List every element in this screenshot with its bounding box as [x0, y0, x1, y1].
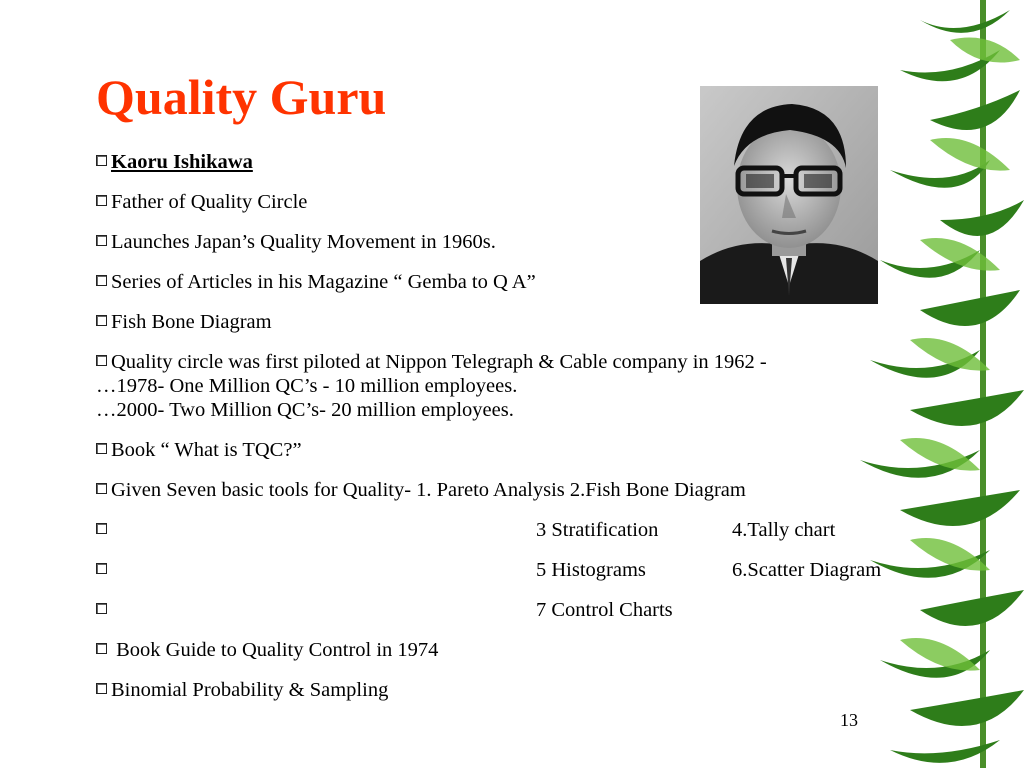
tool-item: 4.Tally chart: [732, 519, 836, 541]
bullet-text: Father of Quality Circle: [111, 191, 308, 213]
guru-name: Kaoru Ishikawa: [111, 151, 253, 173]
square-bullet-icon: [96, 235, 107, 246]
tool-item: 6.Scatter Diagram: [732, 559, 882, 581]
bamboo-decoration: [860, 0, 1024, 768]
square-bullet-icon: [96, 315, 107, 326]
bullet-item: [96, 350, 956, 438]
slide-title: Quality Guru: [96, 69, 387, 125]
bullet-text: Fish Bone Diagram: [111, 311, 272, 333]
tool-item: 5 Histograms: [536, 559, 646, 581]
bullet-item: [96, 438, 956, 478]
tool-item: 3 Stratification: [536, 519, 659, 541]
bullet-text: Quality circle was first piloted at Nippon Telegraph & Cable company in 1962 -: [111, 351, 767, 373]
square-bullet-icon: [96, 195, 107, 206]
bullet-text: Series of Articles in his Magazine “ Gemba to Q A”: [111, 271, 536, 293]
square-bullet-icon: [96, 275, 107, 286]
bullet-continuation: …1978- One Million QC’s - 10 million employees.: [96, 375, 518, 397]
square-bullet-icon: [96, 355, 107, 366]
square-bullet-icon: [96, 443, 107, 454]
square-bullet-icon: [96, 483, 107, 494]
bullet-text: Book Guide to Quality Control in 1974: [111, 639, 439, 661]
bullet-item: [96, 598, 956, 638]
square-bullet-icon: [96, 155, 107, 166]
bullet-text: Launches Japan’s Quality Movement in 1960s.: [111, 231, 496, 253]
square-bullet-icon: [96, 683, 107, 694]
bullet-continuation: …2000- Two Million QC’s- 20 million employees.: [96, 399, 514, 421]
square-bullet-icon: [96, 643, 107, 654]
bullet-item: [96, 638, 956, 678]
bullet-text: Book “ What is TQC?”: [111, 439, 302, 461]
bullet-text: Given Seven basic tools for Quality- 1. Pareto Analysis 2.Fish Bone Diagram: [111, 479, 746, 501]
bullet-text: Binomial Probability & Sampling: [111, 679, 389, 701]
square-bullet-icon: [96, 563, 107, 574]
square-bullet-icon: [96, 523, 107, 534]
bullet-item: [96, 678, 956, 718]
page-number: 13: [840, 710, 858, 730]
bullet-item: [96, 310, 956, 350]
bullet-item: [96, 478, 956, 518]
portrait-photo: [700, 86, 878, 304]
square-bullet-icon: [96, 603, 107, 614]
bullet-item: [96, 558, 956, 598]
bullet-item: [96, 518, 956, 558]
tool-item: 7 Control Charts: [536, 599, 673, 621]
